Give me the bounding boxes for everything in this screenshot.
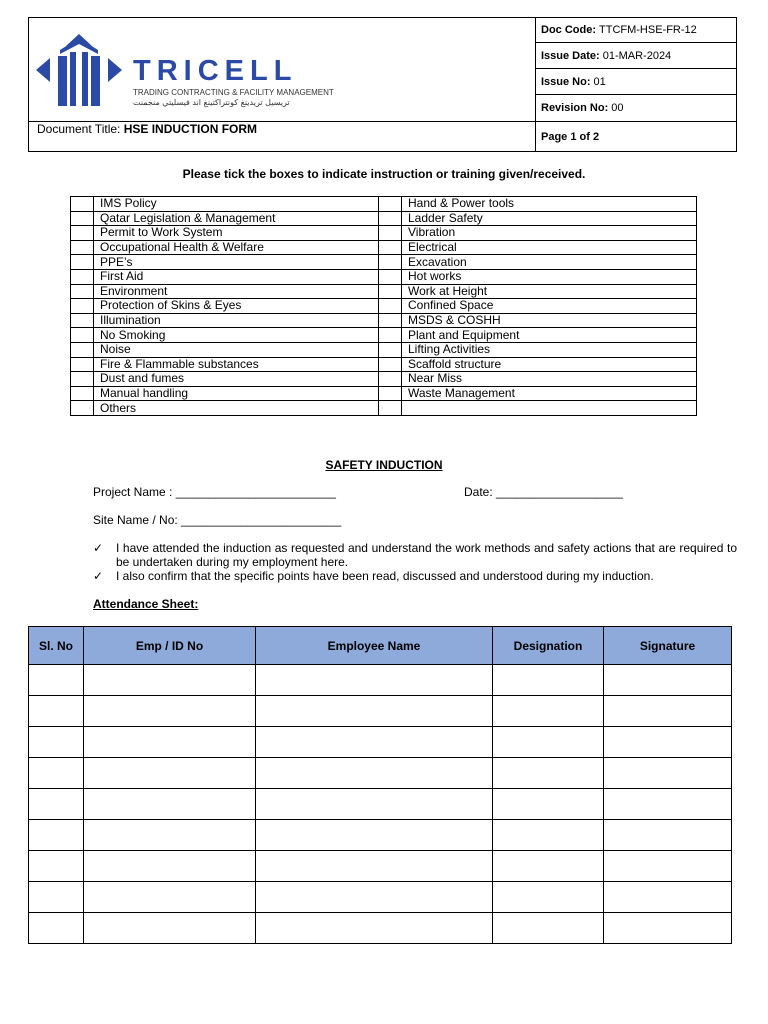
checklist-item: Manual handling (94, 386, 379, 401)
checklist-item: MSDS & COSHH (402, 313, 697, 328)
checklist-item: Occupational Health & Welfare (94, 240, 379, 255)
meta-label: Issue Date: (541, 49, 600, 62)
attendance-cell[interactable] (604, 820, 732, 851)
checkbox[interactable] (71, 197, 94, 212)
attendance-cell[interactable] (493, 789, 604, 820)
checklist-item: Others (94, 401, 379, 416)
attendance-row (29, 758, 732, 789)
checkbox[interactable] (379, 226, 402, 241)
attendance-cell[interactable] (84, 758, 256, 789)
safety-induction-title: SAFETY INDUCTION (325, 458, 443, 472)
checklist-row (71, 401, 697, 416)
declaration-item (93, 569, 737, 583)
checklist-item: PPE’s (94, 255, 379, 270)
meta-value: TTCFM-HSE-FR-12 (599, 24, 697, 36)
checklist-item: Illumination (94, 313, 379, 328)
declaration-list (93, 541, 737, 583)
checkbox[interactable] (71, 372, 94, 387)
checklist-row (71, 342, 697, 357)
brand-name: TRICELL (133, 55, 298, 87)
checklist-item: Permit to Work System (94, 226, 379, 241)
checklist-item: Lifting Activities (402, 342, 697, 357)
meta-label: Issue No: (541, 75, 591, 88)
declaration-text: I also confirm that the specific points have been read, discussed and understood during my induction. (116, 569, 654, 583)
declaration-item (93, 541, 737, 569)
attendance-row (29, 913, 732, 944)
attendance-row (29, 789, 732, 820)
document-title-value: HSE INDUCTION FORM (123, 122, 258, 136)
meta-issue-no (536, 69, 737, 95)
checklist-item: First Aid (94, 269, 379, 284)
attendance-cell[interactable] (256, 913, 493, 944)
meta-doc-code (536, 18, 737, 43)
attendance-cell[interactable] (493, 665, 604, 696)
meta-value: 00 (611, 102, 624, 114)
checklist-item: Noise (94, 342, 379, 357)
checklist-item: Protection of Skins & Eyes (94, 299, 379, 314)
attendance-row (29, 882, 732, 913)
attendance-cell[interactable] (604, 665, 732, 696)
attendance-row (29, 727, 732, 758)
attendance-cell[interactable] (493, 882, 604, 913)
project-name-field[interactable]: Project Name : ________________________ (93, 485, 336, 499)
checklist-item: Work at Height (402, 284, 697, 299)
checkbox[interactable] (71, 299, 94, 314)
attendance-row (29, 696, 732, 727)
checkmark-icon: ✓ (93, 569, 104, 583)
checkbox[interactable] (71, 240, 94, 255)
attendance-table (28, 626, 732, 944)
checkbox[interactable] (379, 284, 402, 299)
checklist-row (71, 328, 697, 343)
column-header: Employee Name (256, 627, 493, 665)
checkbox[interactable] (71, 357, 94, 372)
checkbox[interactable] (379, 269, 402, 284)
page-label: Page 1 of 2 (541, 130, 600, 143)
checklist-row (71, 386, 697, 401)
attendance-row (29, 851, 732, 882)
checkbox[interactable] (71, 328, 94, 343)
checkbox[interactable] (71, 284, 94, 299)
checkbox[interactable] (379, 342, 402, 357)
checklist-item: Fire & Flammable substances (94, 357, 379, 372)
attendance-cell[interactable] (29, 665, 84, 696)
checklist-item: Electrical (402, 240, 697, 255)
checklist-item: Plant and Equipment (402, 328, 697, 343)
checkbox[interactable] (71, 255, 94, 270)
meta-label: Doc Code: (541, 24, 596, 36)
checkbox[interactable] (71, 211, 94, 226)
instruction-text: Please tick the boxes to indicate instruction or training given/received. (182, 167, 586, 181)
checkbox[interactable] (71, 269, 94, 284)
page-number (536, 122, 737, 151)
attendance-cell[interactable] (604, 789, 732, 820)
attendance-cell[interactable] (29, 882, 84, 913)
checklist-item: Vibration (402, 226, 697, 241)
attendance-cell[interactable] (256, 882, 493, 913)
date-field[interactable]: Date: ___________________ (464, 485, 623, 499)
attendance-cell[interactable] (256, 727, 493, 758)
checkbox[interactable] (71, 386, 94, 401)
attendance-cell[interactable] (493, 851, 604, 882)
attendance-cell[interactable] (29, 758, 84, 789)
attendance-cell[interactable] (604, 727, 732, 758)
attendance-cell[interactable] (604, 851, 732, 882)
document-title-label: Document Title: (37, 122, 121, 136)
tricell-logo-icon (34, 32, 124, 108)
document-header (28, 17, 737, 152)
attendance-cell[interactable] (84, 820, 256, 851)
checklist-row (71, 284, 697, 299)
checkbox[interactable] (71, 226, 94, 241)
checklist-row (71, 269, 697, 284)
checklist-row (71, 299, 697, 314)
attendance-cell[interactable] (256, 665, 493, 696)
attendance-cell[interactable] (84, 789, 256, 820)
attendance-cell[interactable] (604, 882, 732, 913)
brand-subtitle-arabic: تريسيل تريدينغ كونتراكتينغ اند فيسليتي منجمنت (133, 98, 290, 107)
attendance-cell[interactable] (493, 913, 604, 944)
attendance-row (29, 665, 732, 696)
checklist-row (71, 240, 697, 255)
attendance-cell[interactable] (493, 696, 604, 727)
column-header: Signature (604, 627, 732, 665)
checklist-item: No Smoking (94, 328, 379, 343)
checkbox[interactable] (379, 357, 402, 372)
attendance-cell[interactable] (29, 851, 84, 882)
checkbox[interactable] (71, 401, 94, 416)
attendance-header-row (29, 627, 732, 665)
checklist-item: Scaffold structure (402, 357, 697, 372)
attendance-cell[interactable] (493, 820, 604, 851)
attendance-cell[interactable] (84, 851, 256, 882)
attendance-row (29, 820, 732, 851)
checkmark-icon: ✓ (93, 541, 104, 555)
checkbox[interactable] (379, 328, 402, 343)
checklist-item: Near Miss (402, 372, 697, 387)
attendance-cell[interactable] (256, 758, 493, 789)
checklist-item: Waste Management (402, 386, 697, 401)
attendance-cell[interactable] (493, 727, 604, 758)
meta-label: Revision No: (541, 102, 609, 114)
site-name-field[interactable]: Site Name / No: ________________________ (93, 513, 342, 527)
attendance-cell[interactable] (604, 913, 732, 944)
declaration-text: I have attended the induction as requested and understand the work methods and safety actions that are required to be undertaken during my employment here. (116, 541, 737, 569)
checklist-row (71, 226, 697, 241)
checklist-item: Hot works (402, 269, 697, 284)
checkbox[interactable] (71, 313, 94, 328)
attendance-cell[interactable] (256, 696, 493, 727)
column-header: Emp / ID No (84, 627, 256, 665)
checkbox[interactable] (379, 197, 402, 212)
attendance-cell[interactable] (84, 727, 256, 758)
attendance-cell[interactable] (29, 913, 84, 944)
column-header: Designation (493, 627, 604, 665)
attendance-cell[interactable] (84, 665, 256, 696)
checkbox[interactable] (379, 240, 402, 255)
meta-issue-date (536, 43, 737, 69)
meta-value: 01-MAR-2024 (602, 49, 672, 62)
meta-value: 01 (593, 75, 606, 88)
checklist-row (71, 313, 697, 328)
checklist-item: Confined Space (402, 299, 697, 314)
brand-subtitle: TRADING CONTRACTING & FACILITY MANAGEMENT (133, 88, 334, 97)
checklist-item: Dust and fumes (94, 372, 379, 387)
checklist-item: Excavation (402, 255, 697, 270)
attendance-cell[interactable] (84, 913, 256, 944)
checkbox[interactable] (71, 342, 94, 357)
attendance-cell[interactable] (256, 851, 493, 882)
attendance-cell[interactable] (604, 696, 732, 727)
attendance-cell[interactable] (84, 696, 256, 727)
attendance-cell[interactable] (493, 758, 604, 789)
checklist-item (402, 401, 697, 416)
attendance-cell[interactable] (29, 820, 84, 851)
checkbox[interactable] (379, 211, 402, 226)
training-checklist (70, 196, 697, 416)
checklist-item: Environment (94, 284, 379, 299)
attendance-cell[interactable] (29, 727, 84, 758)
attendance-cell[interactable] (256, 820, 493, 851)
column-header: Sl. No (29, 627, 84, 665)
checkbox[interactable] (379, 299, 402, 314)
checkbox[interactable] (379, 255, 402, 270)
attendance-cell[interactable] (84, 882, 256, 913)
checklist-row (71, 255, 697, 270)
attendance-cell[interactable] (256, 789, 493, 820)
checkbox[interactable] (379, 313, 402, 328)
checklist-item: Qatar Legislation & Management (94, 211, 379, 226)
document-title (37, 122, 257, 136)
checklist-row (71, 197, 697, 212)
attendance-cell[interactable] (29, 696, 84, 727)
attendance-cell[interactable] (29, 789, 84, 820)
checkbox[interactable] (379, 401, 402, 416)
checklist-item: IMS Policy (94, 197, 379, 212)
checklist-item: Hand & Power tools (402, 197, 697, 212)
checkbox[interactable] (379, 372, 402, 387)
attendance-cell[interactable] (604, 758, 732, 789)
checklist-row (71, 211, 697, 226)
checklist-item: Ladder Safety (402, 211, 697, 226)
meta-revision-no (536, 95, 737, 122)
checklist-row (71, 372, 697, 387)
attendance-sheet-label: Attendance Sheet: (93, 597, 199, 611)
checklist-row (71, 357, 697, 372)
checkbox[interactable] (379, 386, 402, 401)
